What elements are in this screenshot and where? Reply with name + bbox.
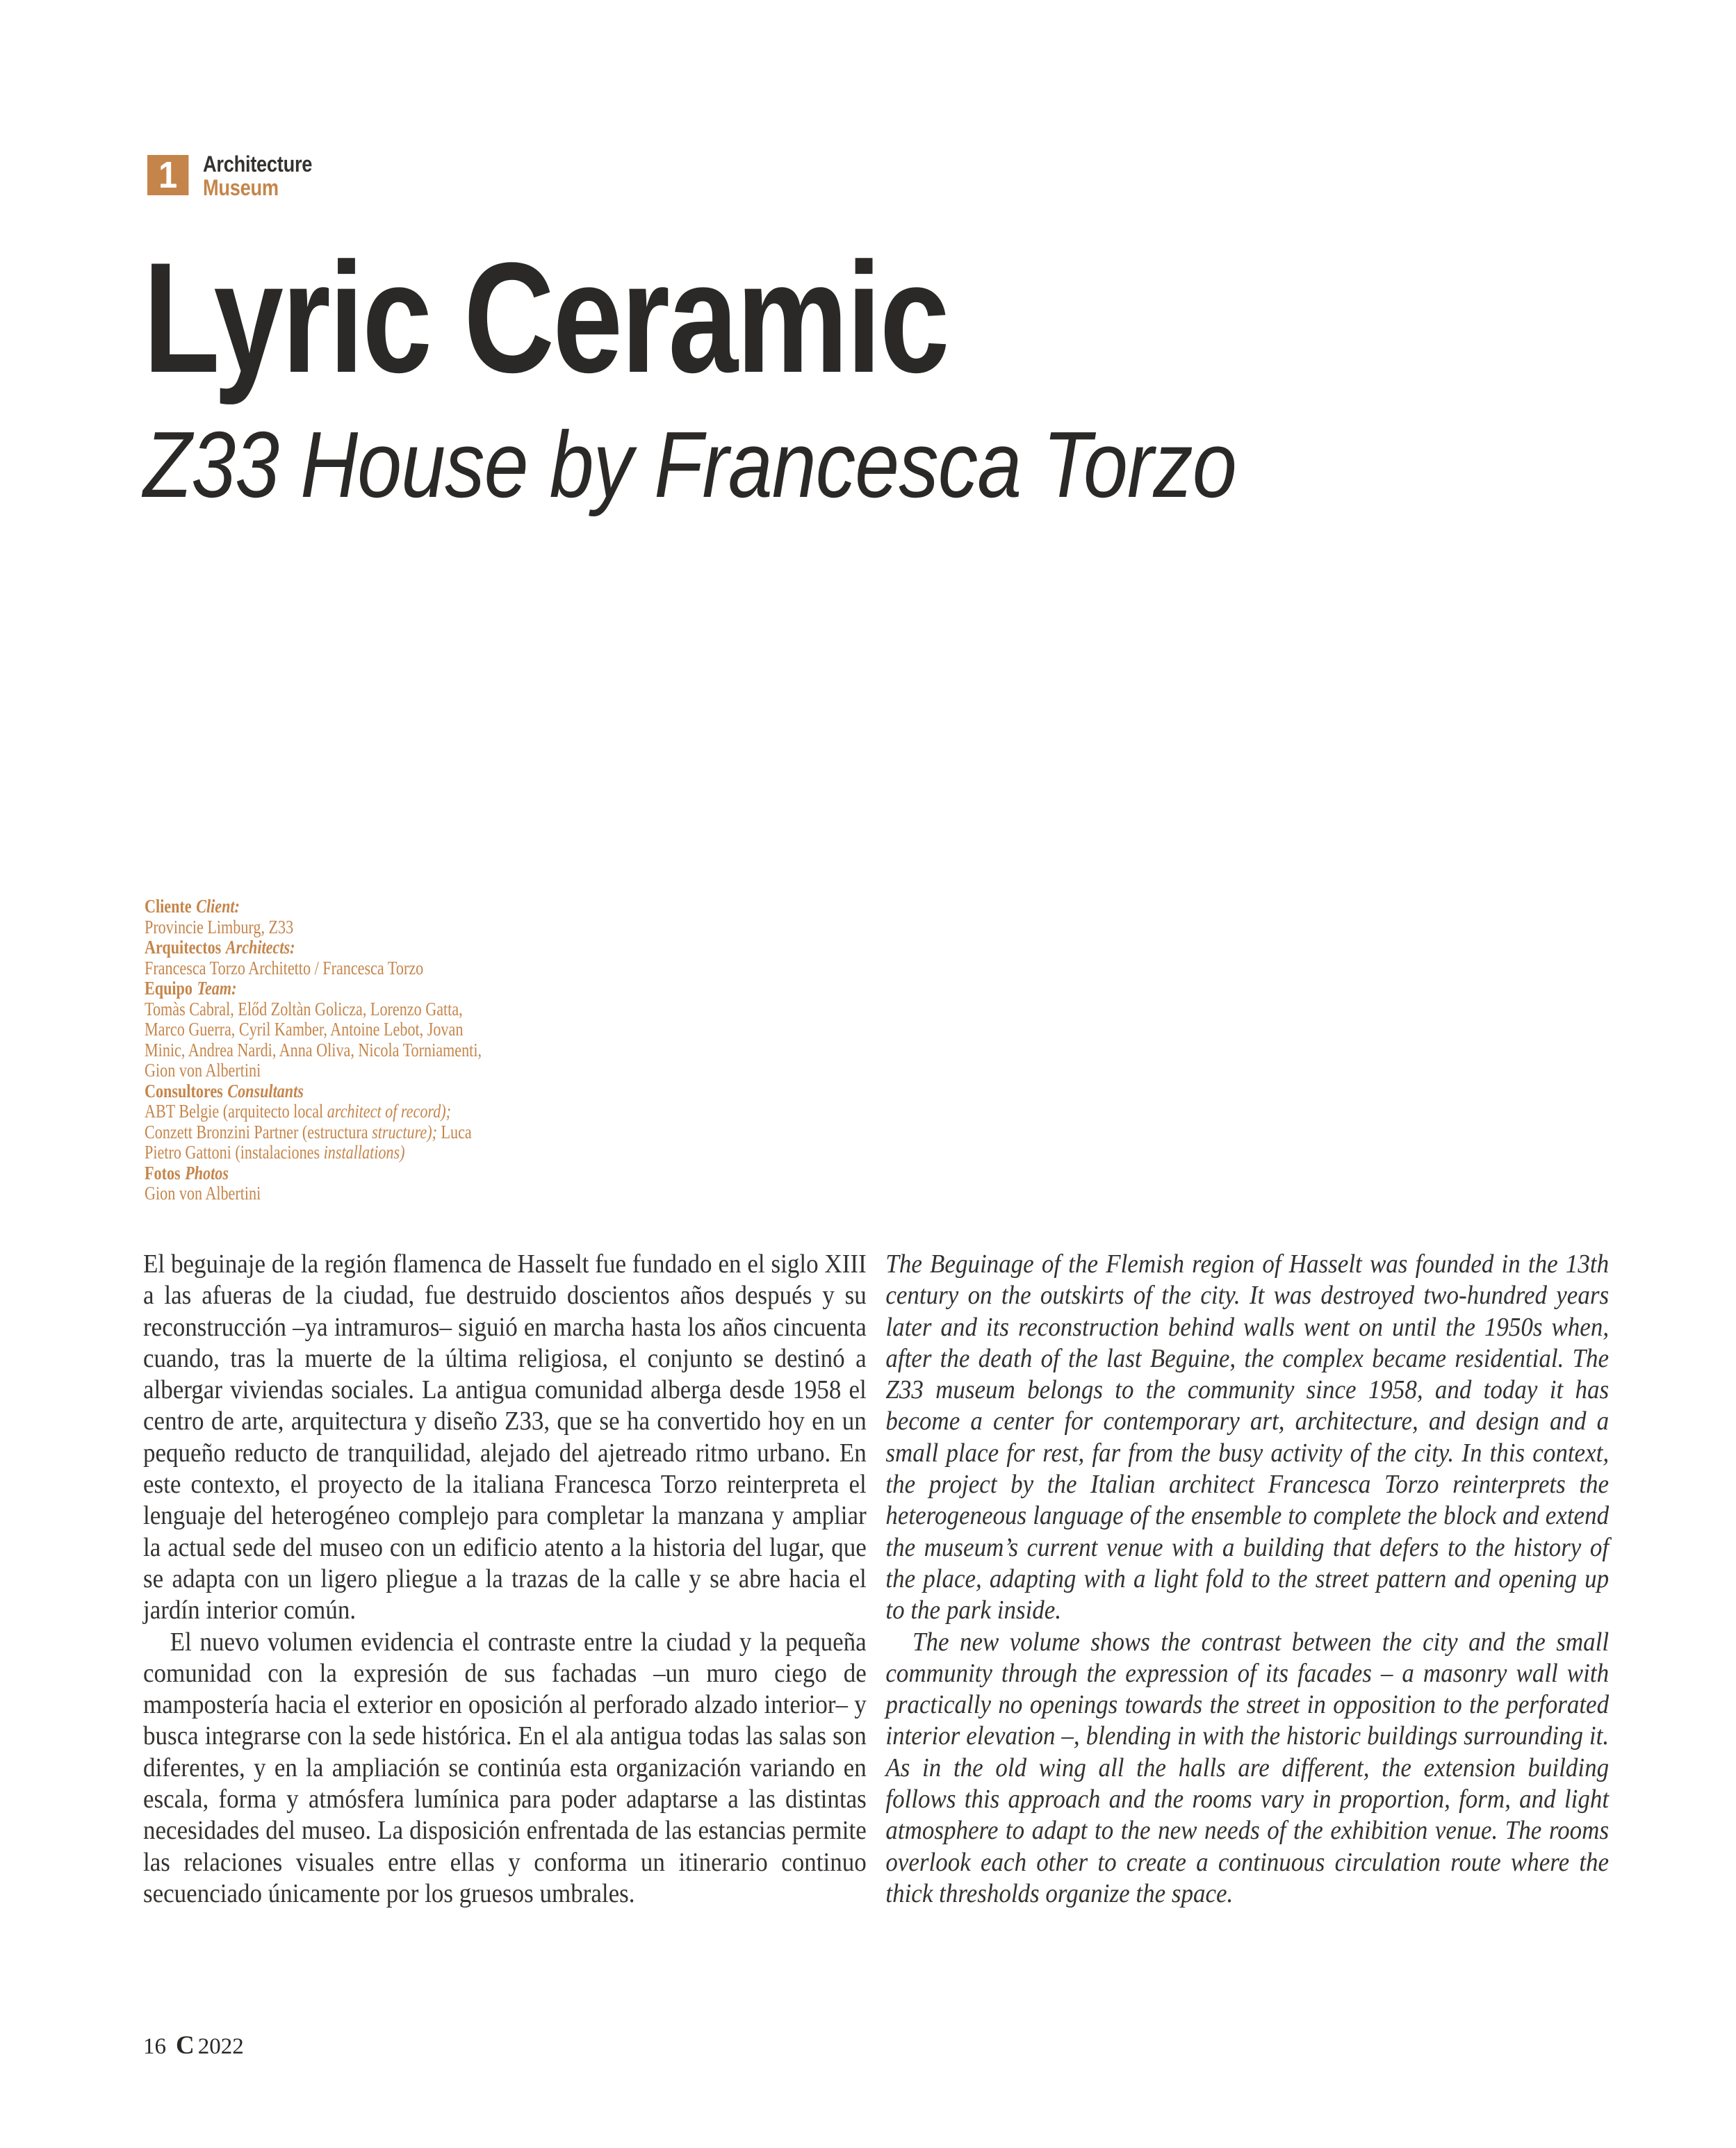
magazine-logo: C: [176, 2031, 195, 2060]
page-footer: [143, 2031, 244, 2060]
credit-label-en: Photos: [185, 1162, 229, 1183]
section-number-badge: [147, 155, 188, 195]
article-title: Lyric Ceramic: [143, 229, 949, 405]
credit-consultants: [145, 1081, 486, 1163]
section-labels: [203, 152, 312, 199]
section-number: 1: [158, 154, 178, 196]
credit-value: Tomàs Cabral, Előd Zoltàn Golicza, Lorenzo Gatta, Marco Guerra, Cyril Kamber, Antoine Lebot, Jovan Minic, Andrea Nardi, Anna Oliva, Nicola Torniamenti, Gion von Albertini: [145, 998, 482, 1081]
credit-label-en: Team:: [197, 978, 237, 999]
project-credits: [145, 896, 486, 1204]
paragraph-en-1: The Beguinage of the Flemish region of Hasselt was founded in the 13th century on the outskirts of the city. It was destroyed two-hundred years later and its reconstruction behind walls went on until the 1950s when, after the death of the last Beguine, the complex became residential. The Z33 museum belongs to the community since 1958, and today it has become a center for contemporary art, architecture, and design and a small place for rest, far from the busy activity of the city. In this context, the project by the Italian architect Francesca Torzo reinterprets the heterogeneous language of the ensemble to complete the block and extend the museum’s current venue with a building that defers to the history of the place, adapting with a light fold to the street pattern and opening up to the park inside.: [885, 1249, 1610, 1625]
credit-label-es: Arquitectos: [145, 937, 222, 958]
credit-label-en: Consultants: [227, 1080, 304, 1101]
paragraph-es-1: El beguinaje de la región flamenca de Hasselt fue fundado en el siglo XIII a las afueras de la ciudad, fue destruido doscientos años después y su reconstrucción –ya intramuros– siguió en marcha hasta los años cincuenta cuando, tras la muerte de la última religiosa, el conjunto se destinó a albergar viviendas sociales. La antigua comunidad alberga desde 1958 el centro de arte, arquitectura y diseño Z33, que se ha convertido hoy en un pequeño reducto de tranquilidad, alejado del ajetreado ritmo urbano. En este contexto, el proyecto de la italiana Francesca Torzo reinterpreta el lenguaje del heterogéneo complejo para completar la manzana y ampliar la actual sede del museo con un edificio atento a la historia del lugar, que se adapta con un ligero pliegue a la trazas de la calle y se abre hacia el jardín interior común.: [143, 1249, 867, 1625]
credit-team: [145, 978, 486, 1081]
credit-label-en: Client:: [196, 896, 240, 917]
credit-label-es: Consultores: [145, 1080, 223, 1101]
body-column-english: [885, 1249, 1609, 1910]
paragraph-en-2: The new volume shows the contrast between the city and the small community through the expression of its facades – a masonry wall with practically no openings towards the street in opposition to the perforated interior elevation –, blending in with the historic buildings surrounding it. As in the old wing all the halls are different, the extension building follows this approach and the rooms vary in proportion, form, and light atmosphere to adapt to the new needs of the exhibition venue. The rooms overlook each other to create a continuous circulation route where the thick thresholds organize the space.: [885, 1627, 1610, 1908]
credit-value: Provincie Limburg, Z33: [145, 916, 294, 937]
credit-value: Francesca Torzo Architetto / Francesca Torzo: [145, 957, 424, 978]
article-subtitle: Z33 House by Francesca Torzo: [143, 412, 1236, 517]
paragraph-es-2: El nuevo volumen evidencia el contraste entre la ciudad y la pequeña comunidad con la expresión de sus fachadas –un muro ciego de mampostería hacia el exterior en oposición al perforado alzado interior– y busca integrarse con la sede histórica. En el ala antigua todas las salas son diferentes, y en la ampliación se continúa esta organización variando en escala, forma y atmósfera lumínica para poder adaptarse a las distintas necesidades del museo. La disposición enfrentada de las estancias permite las relaciones visuales entre ellas y conforma un itinerario continuo secuenciado únicamente por los gruesos umbrales.: [143, 1627, 867, 1908]
article-body: [143, 1249, 1609, 1910]
page-number: 16: [143, 2034, 166, 2059]
credit-photos: [145, 1163, 486, 1204]
credit-label-es: Cliente: [145, 896, 192, 917]
issue-year: 2022: [197, 2034, 244, 2059]
credit-architects: [145, 937, 486, 978]
credit-value: Gion von Albertini: [145, 1183, 261, 1204]
credit-label-en: Architects:: [225, 937, 295, 958]
credit-label-es: Fotos: [145, 1162, 181, 1183]
body-column-spanish: [143, 1249, 867, 1910]
credit-client: [145, 896, 486, 937]
section-name: Museum: [203, 175, 279, 200]
credit-label-es: Equipo: [145, 978, 193, 999]
section-category: Architecture: [203, 151, 313, 177]
credit-value: ABT Belgie (arquitecto local architect of record); Conzett Bronzini Partner (estructura structure); Luca Pietro Gattoni (instalaciones installations): [145, 1101, 472, 1163]
